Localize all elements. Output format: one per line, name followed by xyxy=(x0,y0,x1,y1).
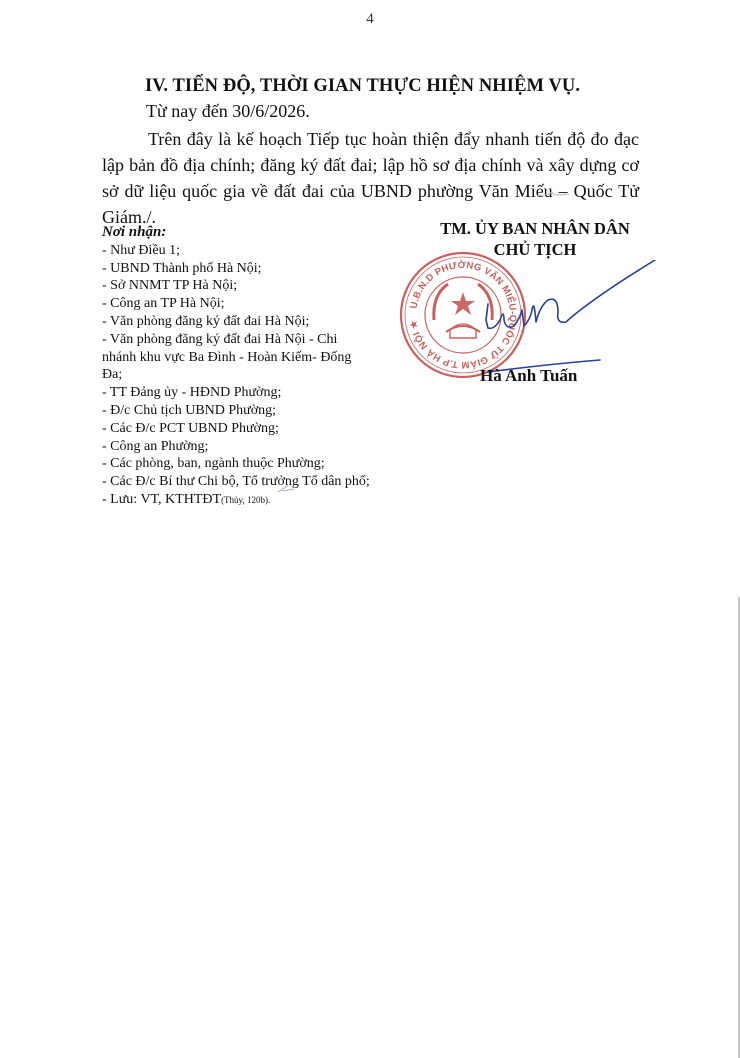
signer-role: CHỦ TỊCH xyxy=(493,240,577,259)
closing-paragraph-text: Trên đây là kế hoạch Tiếp tục hoàn thiện đẩy nhanh tiến độ đo đạc lập bản đồ địa chính; đăng ký đất đai; lập hồ sơ địa chính và xây dựng cơ sở dữ liệu quốc gia về đất đai của UBND phường Văn Miếu – Quốc Tử Giám./. xyxy=(102,129,639,227)
recipients-list xyxy=(102,224,372,510)
archive-note: (Thủy, 120b). xyxy=(221,494,271,505)
initial-mark-icon xyxy=(276,483,296,495)
recipient-item: - Như Điều 1; xyxy=(102,242,180,258)
recipient-item: - Sở NNMT TP Hà Nội; xyxy=(102,278,238,294)
signer-name: Hà Anh Tuấn xyxy=(480,366,578,385)
recipient-item: - Các Đ/c Bí thư Chi bộ, Tổ trưởng Tổ dân phố; xyxy=(102,474,370,490)
recipient-item: - Văn phòng đăng ký đất đai Hà Nội; xyxy=(102,313,310,329)
svg-text:U.B.N.D PHƯỜNG VĂN MIẾU-QUỐC T: U.B.N.D PHƯỜNG VĂN MIẾU-QUỐC TỬ GIÁM T.P HÀ NỘI ★ xyxy=(408,259,519,371)
recipient-item: - Đ/c Chủ tịch UBND Phường; xyxy=(102,402,277,418)
recipient-item: - UBND Thành phố Hà Nội; xyxy=(102,260,262,276)
deadline-text: Từ nay đến 30/6/2026. xyxy=(146,101,310,121)
recipient-item: - Công an TP Hà Nội; xyxy=(102,296,225,312)
section-heading: IV. TIẾN ĐỘ, THỜI GIAN THỰC HIỆN NHIỆM VỤ. xyxy=(145,76,581,96)
recipient-item: - Văn phòng đăng ký đất đai Hà Nội - Chi nhánh khu vực Ba Đình - Hoàn Kiếm- Đống Đa; xyxy=(102,331,352,383)
handwritten-signature-icon xyxy=(470,260,660,380)
recipient-item: - Các phòng, ban, ngành thuộc Phường; xyxy=(102,456,325,472)
page-number: 4 xyxy=(366,11,374,27)
signer-organization: TM. ỦY BAN NHÂN DÂN xyxy=(440,219,630,238)
recipient-archive: - Lưu: VT, KTHTĐT(Thủy, 120b). xyxy=(102,491,271,507)
recipient-item: - Các Đ/c PCT UBND Phường; xyxy=(102,420,279,436)
initial-mark-icon xyxy=(535,190,571,200)
recipient-item: - Công an Phường; xyxy=(102,438,209,454)
recipients-title: Nơi nhận: xyxy=(102,224,167,240)
closing-paragraph xyxy=(102,126,639,230)
recipient-item: - TT Đảng ủy - HĐND Phường; xyxy=(102,385,282,401)
